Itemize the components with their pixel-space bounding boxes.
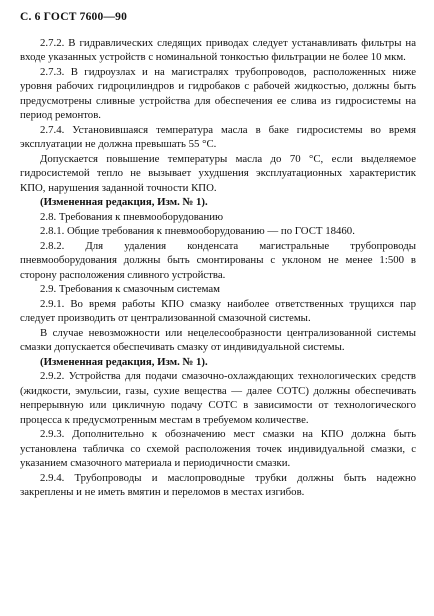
paragraph-2-9-2: 2.9.2. Устройства для подачи смазочно-охлаждающих технологических средств (жидкости, эмульсии, газы, сухие вещества — далее СОТС) должны обеспечивать непрерывную или цикличную подачу СОТС в зависимости от технологического процесса к предусмотренным местам в требуемом количестве.: [20, 370, 416, 426]
page-header: С. 6 ГОСТ 7600—90: [20, 11, 128, 23]
paragraph-2-7-2: 2.7.2. В гидравлических следящих приводах следует устанавливать фильтры на входе указанных устройств с номинальной тонкостью фильтрации не более 10 мкм.: [20, 36, 416, 63]
section-heading-2-9: 2.9. Требования к смазочным системам: [40, 283, 220, 295]
paragraph-2-7-4-continued: Допускается повышение температуры масла до 70 °С, если выделяемое гидросистемой тепло не вызывает ухудшения эксплуатационных характеристик КПО, нарушения заданной точности КПО.: [20, 152, 416, 194]
paragraph-2-8-2: 2.8.2. Для удаления конденсата магистральные трубопроводы пневмооборудования должны быть смонтированы с уклоном не менее 1:500 в сторону расположения сливного устройства.: [20, 239, 416, 281]
paragraph-2-7-3: 2.7.3. В гидроузлах и на магистралях трубопроводов, расположенных ниже уровня рабочих гидроцилиндров и гидробаков с рабочей жидкостью, должны быть предусмотрены сливные устройства для обеспечения ее слива из гидросистемы на период ремонтов.: [20, 65, 416, 121]
paragraph-2-9-1-continued: В случае невозможности или нецелесообразности централизованной системы смазки допускается обеспечивать смазку от индивидуальной системы.: [20, 326, 416, 353]
amendment-note: (Измененная редакция, Изм. № 1).: [40, 196, 208, 208]
paragraph-2-8-1: 2.8.1. Общие требования к пневмооборудованию — по ГОСТ 18460.: [40, 225, 355, 237]
paragraph-2-9-1: 2.9.1. Во время работы КПО смазку наиболее ответственных трущихся пар следует производить от централизованной смазочной системы.: [20, 297, 416, 324]
section-heading-2-8: 2.8. Требования к пневмооборудованию: [40, 210, 224, 223]
document-page: [20, 10, 416, 500]
paragraph-2-7-4: 2.7.4. Установившаяся температура масла в баке гидросистемы во время эксплуатации не должна превышать 55 °С.: [20, 123, 416, 150]
paragraph-2-9-4: 2.9.4. Трубопроводы и маслопроводные трубки должны быть надежно закреплены и не иметь вмятин и переломов в местах изгибов.: [20, 471, 416, 498]
amendment-note: (Измененная редакция, Изм. № 1).: [40, 355, 208, 368]
paragraph-2-9-3: 2.9.3. Дополнительно к обозначению мест смазки на КПО должна быть установлена табличка со схемой расположения точек индивидуальной смазки, с указанием смазочного материала и периодичности смазки.: [20, 428, 416, 469]
